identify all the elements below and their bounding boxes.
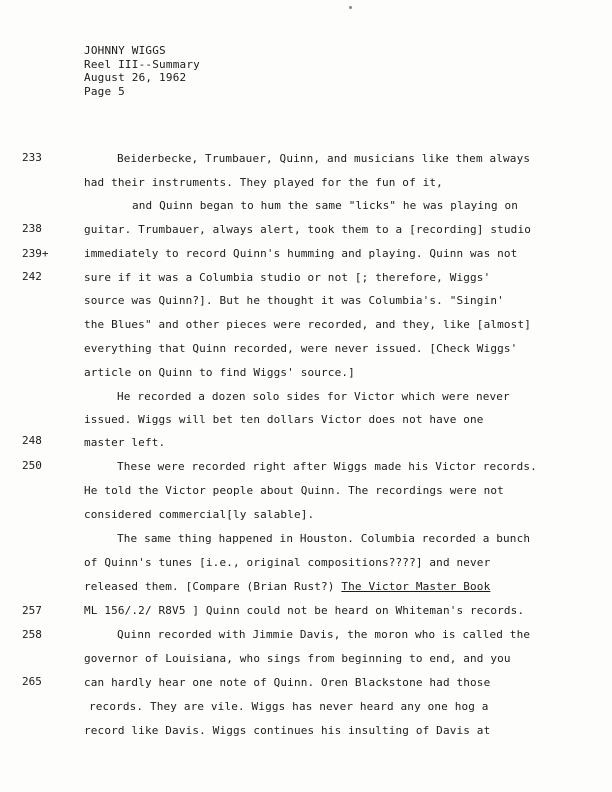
body-line: of Quinn's tunes [i.e., original compositions????] and never — [84, 556, 491, 569]
header-reel: Reel III--Summary — [84, 57, 200, 71]
body-line: the Blues" and other pieces were recorded, and they, like [almost] — [84, 318, 531, 331]
body-line: He recorded a dozen solo sides for Victor which were never — [117, 390, 510, 403]
body-line: immediately to record Quinn's humming and playing. Quinn was not — [84, 247, 518, 260]
body-line: and Quinn began to hum the same "licks" he was playing on — [132, 199, 519, 212]
body-line: sure if it was a Columbia studio or not [; therefore, Wiggs' — [84, 271, 491, 284]
book-title: The Victor Master Book — [341, 580, 491, 593]
document-header — [84, 44, 200, 98]
body-line — [84, 580, 490, 594]
body-line: can hardly hear one note of Quinn. Oren Blackstone had those — [84, 676, 491, 689]
body-line: records. They are vile. Wiggs has never heard any one hog a — [89, 700, 489, 713]
body-line: guitar. Trumbauer, always alert, took them to a [recording] studio — [84, 223, 531, 236]
body-line: He told the Victor people about Quinn. The recordings were not — [84, 484, 504, 497]
body-line: These were recorded right after Wiggs made his Victor records. — [117, 460, 537, 473]
margin-number: 257 — [22, 604, 42, 617]
body-line: Beiderbecke, Trumbauer, Quinn, and musicians like them always — [117, 152, 531, 165]
body-line-text: released them. [Compare (Brian Rust?) — [84, 580, 342, 593]
margin-number: 233 — [22, 151, 42, 164]
margin-number: 265 — [22, 675, 42, 688]
header-date: August 26, 1962 — [84, 71, 187, 84]
body-line: source was Quinn?]. But he thought it was Columbia's. "Singin' — [84, 294, 504, 307]
margin-number: 242 — [22, 270, 42, 283]
body-line: Quinn recorded with Jimmie Davis, the moron who is called the — [117, 628, 531, 641]
margin-number: 258 — [22, 628, 42, 641]
body-line: considered commercial[ly salable]. — [84, 508, 315, 521]
margin-number: 239+ — [22, 247, 49, 260]
header-page: Page 5 — [84, 84, 125, 98]
header-title: JOHNNY WIGGS — [84, 44, 166, 57]
body-line: had their instruments. They played for the fun of it, — [84, 176, 443, 189]
body-line: ML 156/.2/ R8V5 ] Quinn could not be heard on Whiteman's records. — [84, 604, 525, 617]
body-line: everything that Quinn recorded, were never issued. [Check Wiggs' — [84, 342, 518, 355]
body-line: issued. Wiggs will bet ten dollars Victor does not have one — [84, 413, 484, 426]
margin-number: 250 — [22, 459, 42, 472]
body-line: article on Quinn to find Wiggs' source.] — [84, 366, 355, 379]
margin-number: 248 — [22, 434, 42, 447]
body-line: governor of Louisiana, who sings from beginning to end, and you — [84, 652, 511, 665]
margin-number: 238 — [22, 222, 42, 235]
body-line: record like Davis. Wiggs continues his insulting of Davis at — [84, 724, 491, 737]
page-speck — [349, 6, 352, 9]
body-line: The same thing happened in Houston. Columbia recorded a bunch — [117, 532, 531, 545]
body-line: master left. — [84, 436, 166, 449]
